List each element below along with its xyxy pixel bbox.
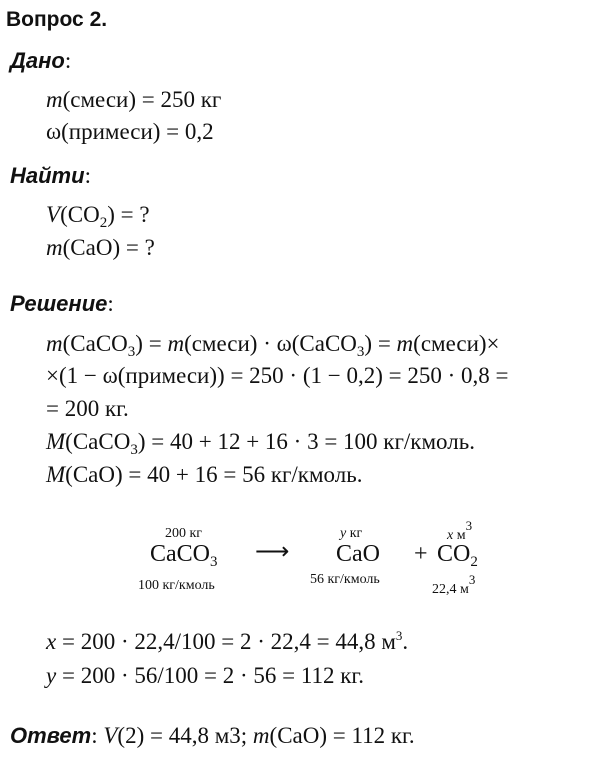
l1-part-c: (смеси) · ω(CaCO bbox=[184, 331, 357, 356]
answer-mass: (CaO) = 112 кг. bbox=[269, 723, 415, 748]
product2-formula bbox=[437, 540, 478, 568]
answer-colon: : bbox=[91, 723, 98, 748]
reactant-formula bbox=[150, 540, 218, 568]
solution-line-1 bbox=[46, 330, 500, 358]
given-section-heading bbox=[10, 47, 71, 75]
l4-part-a: (CaCO bbox=[65, 429, 131, 454]
given-heading: Дано bbox=[10, 48, 65, 73]
mass-symbol: m bbox=[167, 331, 185, 356]
given-impurity-line: ω(примеси) = 0,2 bbox=[46, 119, 214, 144]
product1-var: y bbox=[340, 526, 347, 541]
y-variable: y bbox=[46, 663, 57, 688]
find-mass-line bbox=[46, 234, 155, 262]
l1-part-b: ) = bbox=[135, 331, 168, 356]
l1-part-a: (CaCO bbox=[62, 331, 128, 356]
given-mass-line bbox=[46, 86, 221, 114]
find-mass-rest: (CaO) = ? bbox=[62, 235, 155, 260]
mass-symbol: m bbox=[46, 87, 63, 112]
calc-x-line bbox=[46, 628, 408, 656]
reactant-molar-mass-label: 100 кг/кмоль bbox=[138, 578, 215, 593]
product1-formula: CaO bbox=[336, 541, 380, 567]
find-heading: Найти bbox=[10, 163, 85, 188]
calc-x-end: . bbox=[402, 629, 409, 654]
volume-symbol: V bbox=[103, 723, 118, 748]
product1-molar-mass-label: 56 кг/кмоль bbox=[310, 572, 380, 587]
mass-symbol: m bbox=[396, 331, 414, 356]
l1-part-e: (смеси)× bbox=[413, 331, 500, 356]
mass-symbol: m bbox=[252, 723, 270, 748]
product2-molar-volume-text: 22,4 м bbox=[432, 582, 469, 597]
product2-molar-volume-sup: 3 bbox=[468, 572, 476, 587]
l1-part-d: ) = bbox=[364, 331, 397, 356]
reactant-formula-text: CaCO bbox=[150, 541, 210, 567]
calc-y-line bbox=[46, 662, 364, 690]
product2-formula-sub: 2 bbox=[470, 554, 478, 570]
l4-part-b: ) = 40 + 12 + 16 · 3 = 100 кг/кмоль. bbox=[137, 429, 475, 454]
solution-line-4 bbox=[46, 428, 475, 456]
solution-section-heading bbox=[10, 290, 114, 318]
product2-formula-text: CO bbox=[437, 541, 471, 567]
question-title: Вопрос 2. bbox=[6, 8, 108, 31]
answer-line bbox=[10, 722, 415, 750]
product2-molar-volume-label bbox=[432, 572, 476, 598]
solution-line-5 bbox=[46, 461, 362, 489]
mass-symbol: m bbox=[46, 331, 63, 356]
solution-line-3: = 200 кг. bbox=[46, 396, 129, 421]
find-volume-post: ) = ? bbox=[107, 202, 150, 227]
product1-unit: кг bbox=[346, 526, 363, 541]
product2-unit: м bbox=[453, 528, 466, 543]
volume-symbol: V bbox=[46, 202, 61, 227]
calc-y-text: = 200 · 56/100 = 2 · 56 = 112 кг. bbox=[56, 663, 365, 688]
molar-mass-symbol: M bbox=[46, 462, 66, 487]
answer-heading: Ответ bbox=[10, 723, 92, 748]
l5-part-a: (CaO) = 40 + 16 = 56 кг/кмоль. bbox=[65, 462, 363, 487]
solution-colon: : bbox=[107, 291, 114, 316]
given-colon: : bbox=[64, 48, 72, 73]
calc-x-text: = 200 · 22,4/100 = 2 · 22,4 = 44,8 м bbox=[56, 629, 396, 654]
answer-volume: (2) = 44,8 м3; bbox=[117, 723, 253, 748]
find-volume-pre: (CO bbox=[60, 202, 100, 227]
mass-symbol: m bbox=[46, 235, 63, 260]
reactant-mass-label: 200 кг bbox=[165, 526, 203, 541]
l1-sub-1: 3 bbox=[127, 344, 136, 360]
find-volume-sub: 2 bbox=[99, 215, 108, 231]
given-mass-value: (смеси) = 250 кг bbox=[62, 87, 222, 112]
product2-unit-sup: 3 bbox=[465, 518, 473, 533]
find-section-heading bbox=[10, 162, 91, 190]
solution-heading: Решение bbox=[10, 291, 108, 316]
l4-sub: 3 bbox=[130, 442, 138, 458]
l1-sub-2: 3 bbox=[356, 344, 365, 360]
plus-sign: + bbox=[414, 541, 428, 567]
product2-var: x bbox=[447, 528, 454, 543]
calc-x-sup: 3 bbox=[395, 628, 403, 643]
molar-mass-symbol: M bbox=[46, 429, 66, 454]
find-colon: : bbox=[84, 163, 91, 188]
reaction-arrow-icon: ⟶ bbox=[255, 539, 290, 565]
solution-line-2: ×(1 − ω(примеси)) = 250 · (1 − 0,2) = 250 · 0,8 = bbox=[46, 363, 509, 388]
find-volume-line bbox=[46, 201, 150, 229]
reactant-formula-sub: 3 bbox=[210, 554, 218, 570]
x-variable: x bbox=[46, 629, 57, 654]
